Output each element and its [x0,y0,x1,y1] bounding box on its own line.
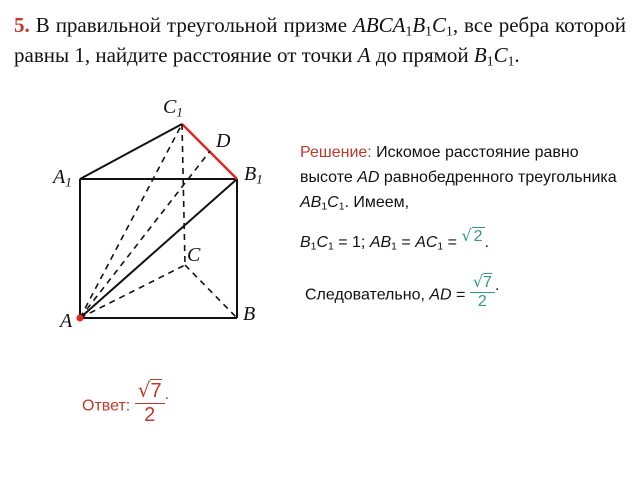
label-sub: 1 [176,104,183,120]
solution-text-part: . Имеем, [344,194,410,211]
eq-sub: 1 [391,241,397,253]
eq-sub: 1 [328,241,334,253]
problem-text: до прямой [370,43,474,67]
triangle-name: AB [300,194,322,211]
triangle-sub: 1 [321,201,328,213]
triangle-name: C [327,194,339,211]
eq-sub: 1 [437,241,444,253]
triangle-sub: 1 [338,201,345,213]
label-d: D [216,130,231,152]
label-b1: $B_1$ [244,163,263,187]
segment-ad: AD [357,169,380,186]
answer-fraction: $\frac{√7}{2}$ [135,378,165,427]
point-a: A [357,43,371,67]
line-c: C [493,43,508,67]
line-sub: 1 [507,53,515,69]
solution-text-part: равнобедренного треугольника [379,169,617,186]
problem-period: . [514,43,520,67]
answer: Ответ: $\frac{√7}{2}$ . [82,378,170,426]
prism-sub: 1 [425,23,432,39]
fraction-sqrt7-over-2: $\frac{√7}{2}$ [470,272,495,311]
segment-a-d [80,151,210,318]
prism-b: B [412,13,426,37]
solution-text-part: Искомое расстояние равно высоте [300,144,579,186]
solution-heading: Решение: [300,144,372,161]
label-b: B [243,303,256,325]
answer-label: Ответ: [82,397,131,415]
equation-line: $B_1C_1 = 1$; $AB_1 = AC_1$ = √ 2 . [300,226,489,253]
sqrt-two: √ 2 [461,226,483,245]
label-sub: 1 [256,171,263,187]
edge-c-b [185,265,237,318]
point-a-marker [77,315,84,322]
eq-sub: 1 [310,241,317,253]
prism-sub: 1 [446,23,453,39]
prism-name: ABCA [353,13,406,37]
problem-text: , все ребра которой равны 1, найдите расстояние от точки [14,13,626,67]
line-b: B [473,43,487,67]
label-c1: $C_1$ [163,96,183,120]
prism-c: C [432,13,447,37]
segment-a-b1 [80,179,237,318]
label-a1: $A_1$ [53,166,72,190]
prism-sub: 1 [405,23,413,39]
label-a: A [60,310,73,332]
edge-a-c [80,265,185,318]
problem-text: В правильной треугольной призме [35,13,354,37]
label-sub: 1 [65,174,72,190]
edge-c1-c [182,124,185,265]
label-c: C [187,244,201,266]
line-sub: 1 [486,53,494,69]
solution-text [300,140,630,215]
segment-a-c1 [80,124,182,318]
result-line: Следовательно, AD = $\frac{√7}{2}$ . [305,272,500,310]
problem-number: 5. [14,13,30,37]
